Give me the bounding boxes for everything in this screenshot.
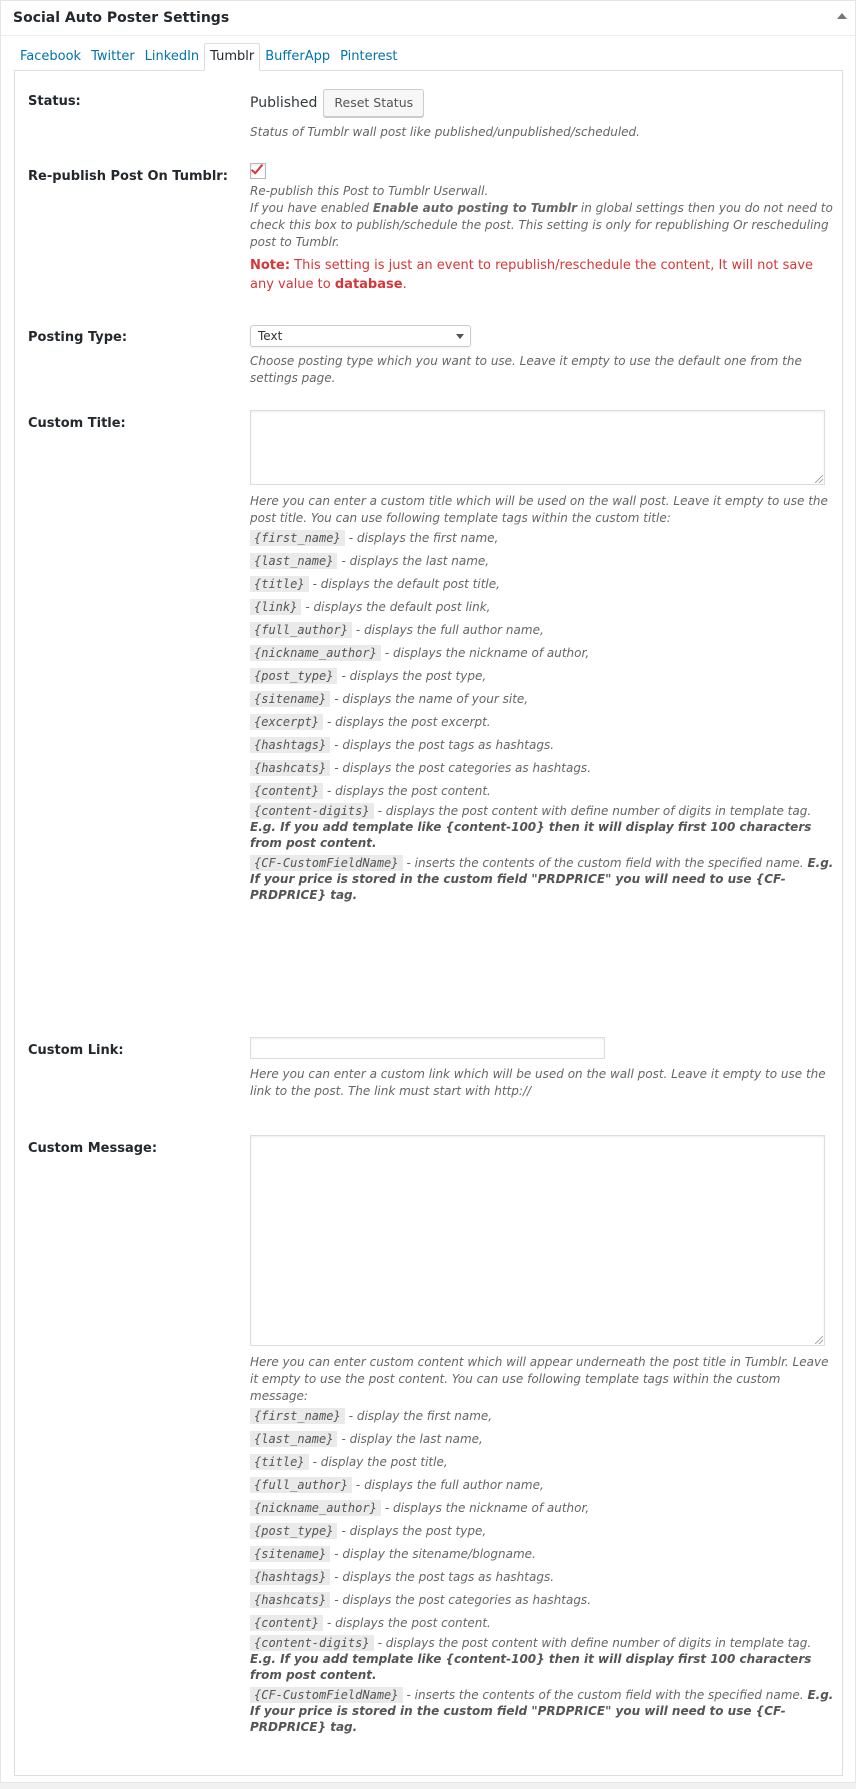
republish-desc-line1: Re-publish this Post to Tumblr Userwall.: [250, 184, 489, 198]
template-tag-desc: - displays the post tags as hashtags.: [334, 738, 555, 752]
custom-link-description: Here you can enter a custom link which will be used on the wall post. Leave it empty to use the link to the post. The link must start with http://: [250, 1067, 826, 1098]
template-tag: {content-digits}: [250, 803, 374, 819]
template-tag-desc: - displays the post content with define number of digits in template tag.: [377, 804, 812, 818]
template-tag-desc: - inserts the contents of the custom field with the specified name.: [406, 1688, 808, 1702]
template-tag-item: [250, 780, 840, 803]
template-tag-item: [250, 573, 840, 596]
template-tag-item: [250, 734, 840, 757]
template-tag-desc: - display the last name,: [341, 1432, 483, 1446]
template-tag-desc: - display the first name,: [348, 1409, 493, 1423]
template-tag: {nickname_author}: [250, 645, 381, 661]
template-tag: {hashtags}: [250, 737, 330, 753]
tumblr-settings-panel: [14, 70, 843, 1776]
republish-desc-text-2: in global settings then you do not need to check this box to publish/schedule the post. This setting is only for republishing Or rescheduling post to Tumblr.: [250, 201, 833, 249]
template-tag-item: [250, 1566, 840, 1589]
template-tag-desc: - displays the full author name,: [355, 623, 544, 637]
republish-note: [250, 256, 840, 294]
custom-link-label: Custom Link:: [28, 1043, 124, 1058]
tab-pinterest[interactable]: Pinterest: [340, 49, 398, 64]
template-tag: {hashtags}: [250, 1569, 330, 1585]
tab-bufferapp[interactable]: BufferApp: [265, 49, 331, 64]
template-tag: {last_name}: [250, 553, 337, 569]
status-description: Status of Tumblr wall post like published/unpublished/scheduled.: [250, 125, 640, 139]
resize-handle-icon[interactable]: [815, 475, 823, 483]
template-tag: {hashcats}: [250, 1592, 330, 1608]
template-tag-item: [250, 665, 840, 688]
custom-message-label: Custom Message:: [28, 1141, 158, 1156]
custom-title-label: Custom Title:: [28, 416, 126, 431]
template-tag-desc: - displays the default post title,: [312, 577, 500, 591]
template-tag: {link}: [250, 599, 301, 615]
status-label: Status:: [28, 94, 81, 109]
template-tag: {content-digits}: [250, 1635, 374, 1651]
template-tag-desc: - inserts the contents of the custom field with the specified name.: [406, 856, 808, 870]
collapse-toggle-icon[interactable]: [837, 13, 847, 19]
note-label: Note:: [250, 258, 291, 273]
template-tag: {sitename}: [250, 1546, 330, 1562]
template-tag: {last_name}: [250, 1431, 337, 1447]
tab-tumblr[interactable]: Tumblr: [204, 43, 260, 71]
template-tag-item: [250, 619, 840, 642]
republish-checkbox[interactable]: [250, 163, 266, 179]
template-tag-desc: - displays the post excerpt.: [327, 715, 491, 729]
template-tag-item: [250, 1635, 840, 1683]
template-tag: {post_type}: [250, 668, 337, 684]
republish-desc-text: If you have enabled: [250, 201, 373, 215]
posting-type-select[interactable]: [250, 325, 471, 347]
template-tag-item: [250, 1451, 840, 1474]
enable-auto-posting-text: Enable auto posting to Tumblr: [372, 201, 578, 215]
template-tag-example: E.g. If your price is stored in the custom field "PRDPRICE" you will need to use {CF-PRDPRICE} tag.: [250, 1688, 834, 1734]
posting-type-selected: Text: [258, 329, 283, 343]
chevron-down-icon: [456, 334, 464, 339]
tab-linkedin[interactable]: LinkedIn: [144, 49, 200, 64]
template-tag-item: [250, 1428, 840, 1451]
custom-title-description: Here you can enter a custom title which will be used on the wall post. Leave it empty to use the post title. You can use following template tags within the custom title:: [250, 494, 828, 525]
posting-type-description: Choose posting type which you want to use. Leave it empty to use the default one from the settings page.: [250, 354, 802, 385]
template-tag: {CF-CustomFieldName}: [250, 855, 403, 871]
template-tag: {first_name}: [250, 530, 345, 546]
resize-handle-icon[interactable]: [815, 1336, 823, 1344]
tab-facebook[interactable]: Facebook: [20, 49, 82, 64]
template-tag-desc: - displays the nickname of author,: [384, 1501, 590, 1515]
template-tag-desc: - display the post title,: [312, 1455, 448, 1469]
template-tag-desc: - displays the post tags as hashtags.: [334, 1570, 555, 1584]
template-tag-item: [250, 1612, 840, 1635]
template-tag-desc: - displays the post categories as hashtags.: [334, 761, 592, 775]
posting-type-label: Posting Type:: [28, 330, 128, 345]
template-tag-desc: - displays the full author name,: [355, 1478, 544, 1492]
template-tag-item: [250, 1497, 840, 1520]
custom-title-textarea[interactable]: [250, 410, 825, 485]
template-tag: {first_name}: [250, 1408, 345, 1424]
template-tag-desc: - displays the first name,: [348, 531, 499, 545]
template-tag-desc: - displays the nickname of author,: [384, 646, 590, 660]
template-tag: {title}: [250, 576, 309, 592]
template-tag-example: E.g. If your price is stored in the custom field "PRDPRICE" you will need to use {CF-PRDPRICE} tag.: [250, 856, 834, 902]
template-tag-item: [250, 1405, 840, 1428]
tab-twitter[interactable]: Twitter: [91, 49, 135, 64]
template-tag-desc: - displays the post content.: [327, 1616, 491, 1630]
custom-link-input[interactable]: [250, 1037, 605, 1059]
template-tag-item: [250, 1474, 840, 1497]
template-tag-item: [250, 1687, 840, 1735]
template-tag: {hashcats}: [250, 760, 330, 776]
republish-label: Re-publish Post On Tumblr:: [28, 169, 228, 184]
template-tag-item: [250, 527, 840, 550]
custom-title-tag-list: [250, 527, 840, 903]
template-tag-example: E.g. If you add template like {content-100} then it will display first 100 characters from post content.: [250, 1652, 812, 1682]
template-tag-desc: - display the sitename/blogname.: [334, 1547, 536, 1561]
template-tag-item: [250, 711, 840, 734]
template-tag-item: [250, 757, 840, 780]
template-tag-item: [250, 855, 840, 903]
network-tabs: [15, 44, 403, 70]
template-tag-item: [250, 596, 840, 619]
republish-description: [250, 183, 840, 251]
template-tag: {content}: [250, 783, 323, 799]
custom-message-description: Here you can enter custom content which will appear underneath the post title in Tumblr. Leave it empty to use the post content. You can use following template tags within the custom message:: [250, 1355, 829, 1403]
template-tag: {title}: [250, 1454, 309, 1470]
template-tag: {CF-CustomFieldName}: [250, 1687, 403, 1703]
template-tag-desc: - displays the post categories as hashtags.: [334, 1593, 592, 1607]
template-tag-example: E.g. If you add template like {content-100} then it will display first 100 characters from post content.: [250, 820, 812, 850]
reset-status-button[interactable]: Reset Status: [323, 89, 424, 117]
metabox-title: Social Auto Poster Settings: [13, 10, 230, 26]
template-tag-item: [250, 803, 840, 851]
template-tag-desc: - displays the default post link,: [305, 600, 491, 614]
template-tag-desc: - displays the post content with define number of digits in template tag.: [377, 1636, 812, 1650]
metabox-header[interactable]: [1, 1, 855, 36]
template-tag-item: [250, 688, 840, 711]
template-tag: {content}: [250, 1615, 323, 1631]
note-text: This setting is just an event to republish/reschedule the content, It will not save any value to: [250, 258, 814, 292]
note-database: database: [334, 277, 403, 292]
template-tag: {full_author}: [250, 622, 352, 638]
template-tag: {sitename}: [250, 691, 330, 707]
custom-message-tag-list: [250, 1405, 840, 1735]
status-value: Published: [250, 95, 318, 111]
template-tag: {nickname_author}: [250, 1500, 381, 1516]
template-tag-item: [250, 550, 840, 573]
template-tag-desc: - displays the last name,: [341, 554, 490, 568]
template-tag: {excerpt}: [250, 714, 323, 730]
template-tag-desc: - displays the post type,: [341, 669, 487, 683]
template-tag-item: [250, 642, 840, 665]
template-tag: {full_author}: [250, 1477, 352, 1493]
template-tag-item: [250, 1543, 840, 1566]
note-end: .: [402, 277, 407, 292]
checkmark-icon: [251, 161, 263, 174]
template-tag-desc: - displays the post content.: [327, 784, 491, 798]
template-tag-desc: - displays the post type,: [341, 1524, 487, 1538]
custom-message-textarea[interactable]: [250, 1135, 825, 1346]
template-tag-item: [250, 1520, 840, 1543]
template-tag-desc: - displays the name of your site,: [334, 692, 529, 706]
template-tag-item: [250, 1589, 840, 1612]
template-tag: {post_type}: [250, 1523, 337, 1539]
